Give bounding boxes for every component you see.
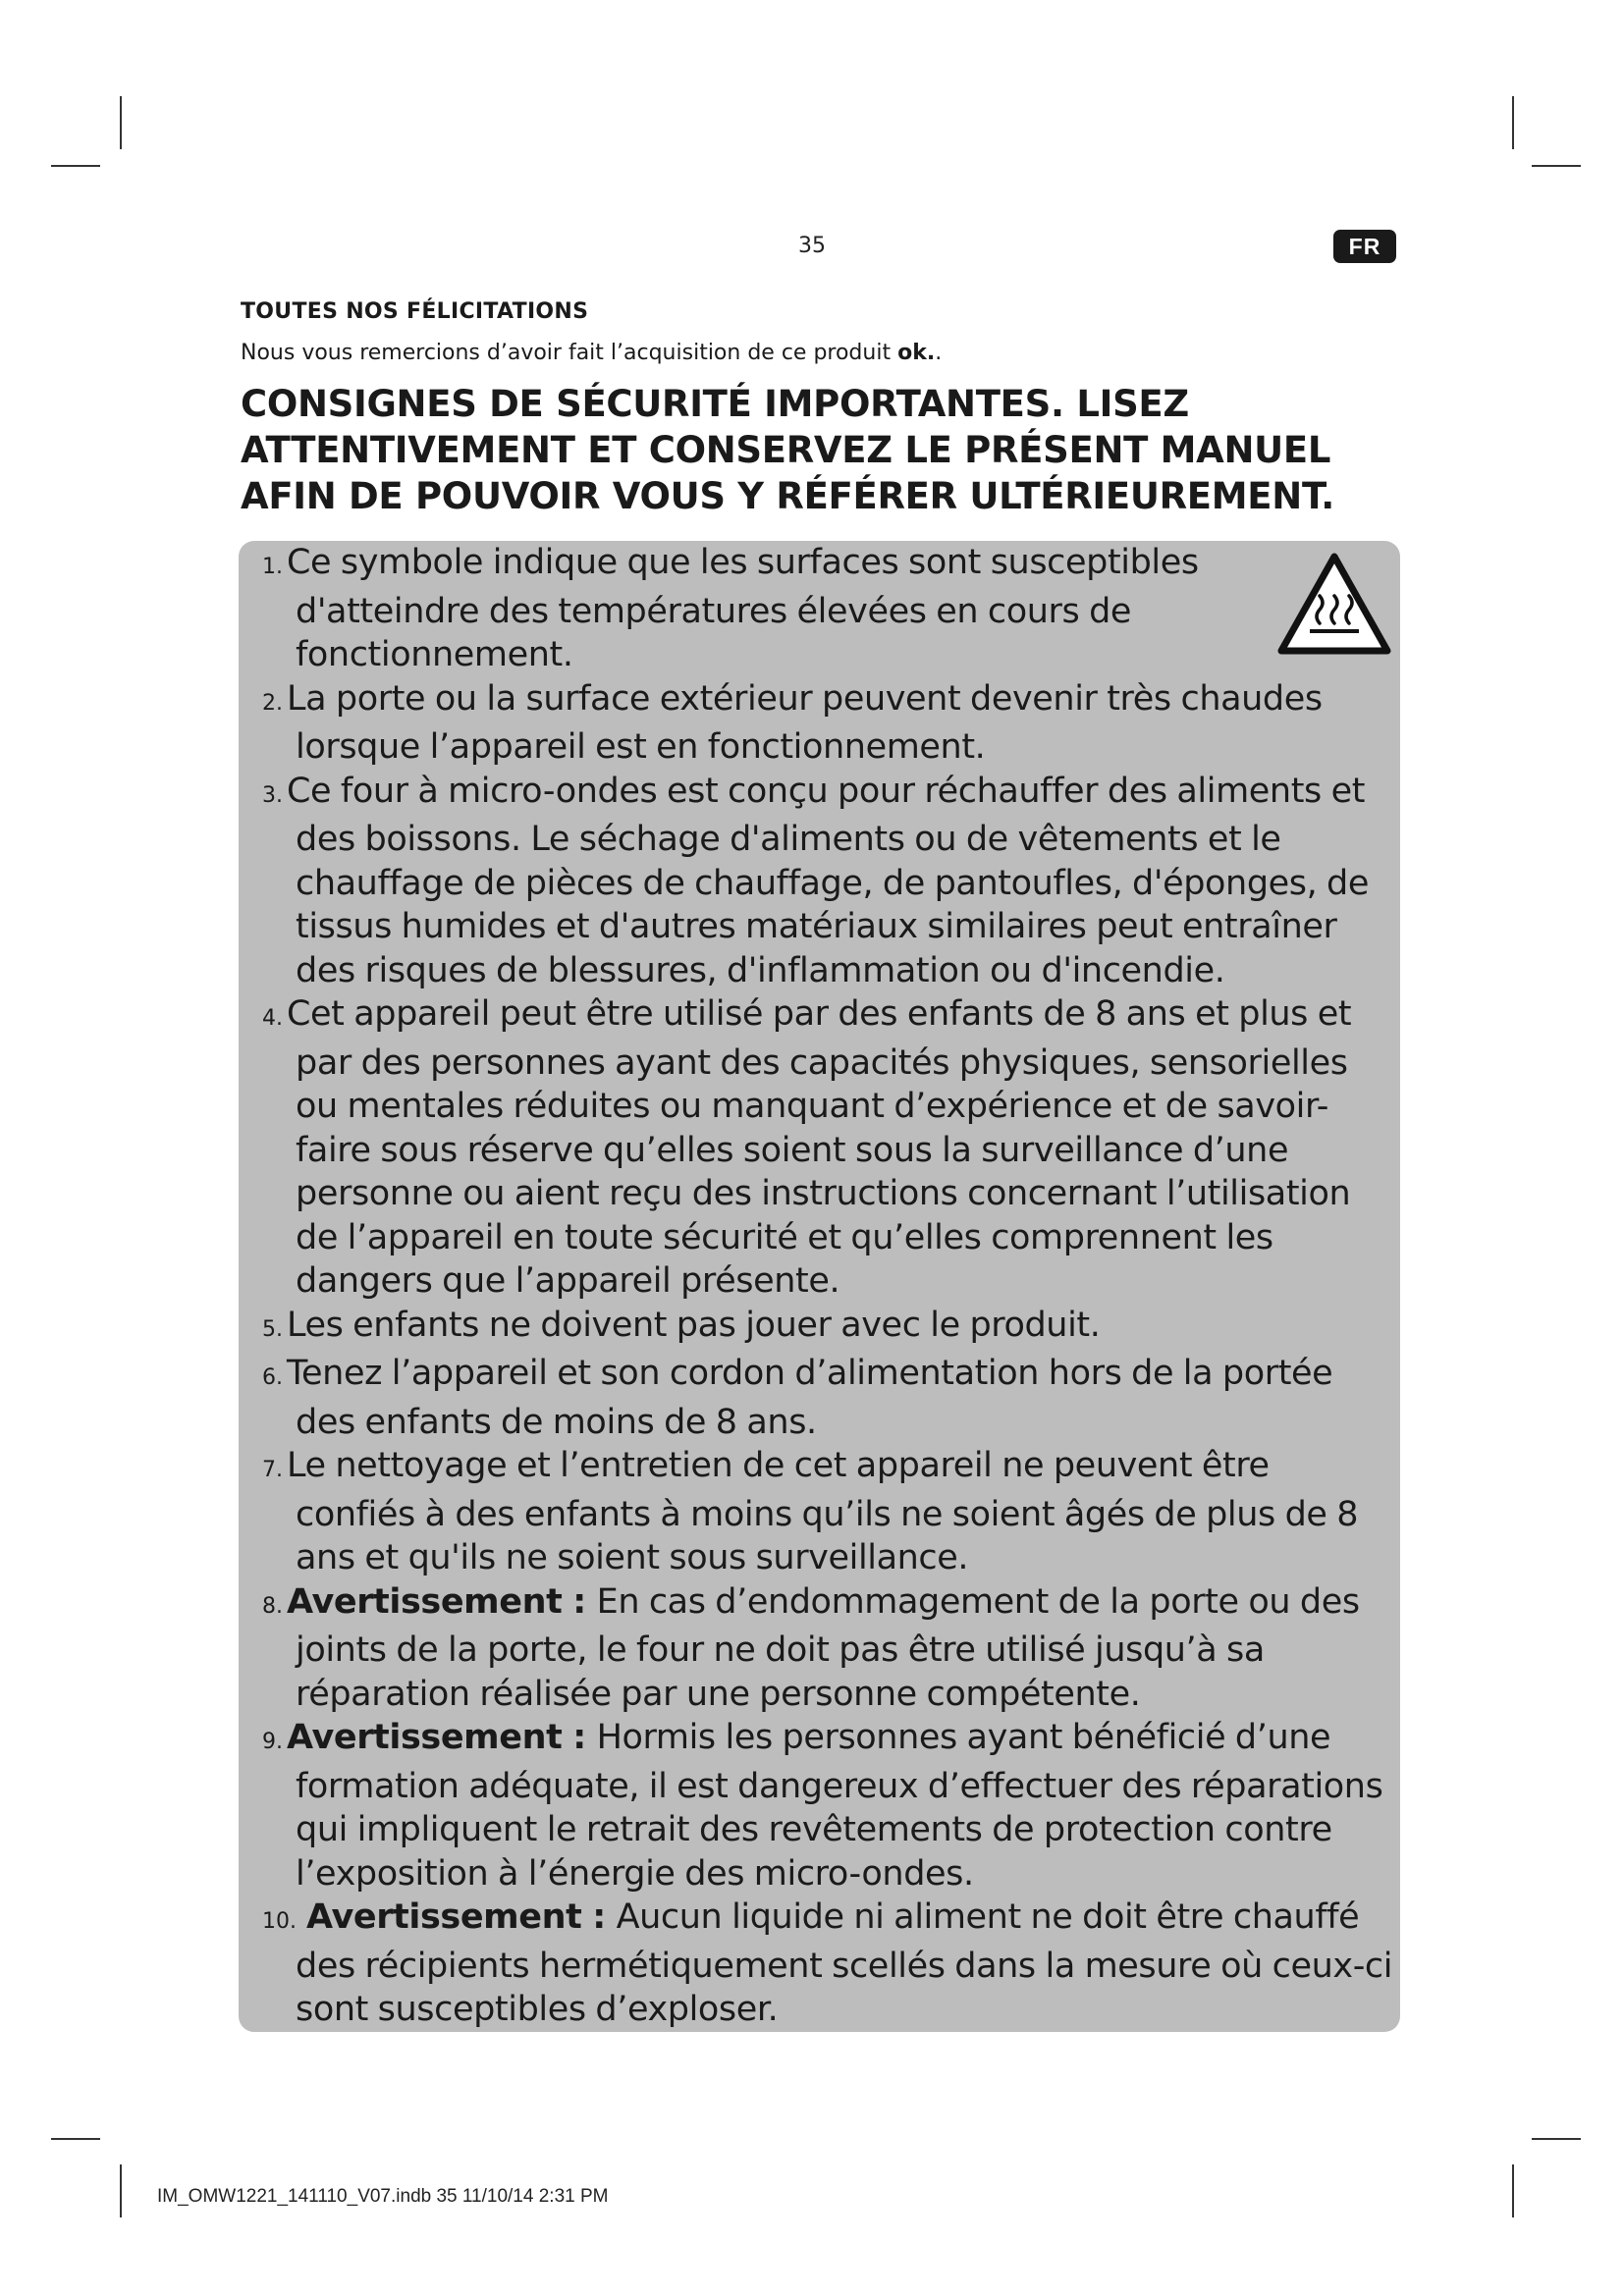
crop-mark: [51, 165, 100, 167]
warning-label: Avertissement :: [306, 1897, 617, 1937]
safety-item: [239, 1352, 1396, 1444]
safety-item: [239, 1896, 1396, 2032]
warning-label: Avertissement :: [287, 1581, 597, 1622]
item-text: Les enfants ne doivent pas jouer avec le produit.: [287, 1305, 1101, 1345]
product-name: ok.: [897, 341, 936, 365]
item-number: 2.: [262, 690, 283, 716]
safety-item: [239, 770, 1396, 993]
page-number: 35: [798, 234, 826, 258]
crop-mark: [120, 96, 122, 149]
item-text: Hormis les personnes ayant bénéficié d’une formation adéquate, il est dangereux d’effectuer des réparations qui impliquent le retrait des revêtements de protection contre l’exposition à l’énergie des micro-ondes.: [296, 1718, 1383, 1894]
thanks-body: Nous vous remercions d’avoir fait l’acquisition de ce produit: [241, 341, 898, 365]
crop-mark: [1512, 96, 1514, 149]
thanks-text: [241, 341, 942, 365]
crop-mark: [1532, 2138, 1581, 2140]
item-text: En cas d’endommagement de la porte ou des joints de la porte, le four ne doit pas être utilisé jusqu’à sa réparation réalisée par une personne compétente.: [296, 1581, 1360, 1714]
item-text: Le nettoyage et l’entretien de cet appareil ne peuvent être confiés à des enfants à moins qu’ils ne soient âgés de plus de 8 ans et qu'ils ne soient sous surveillance.: [287, 1446, 1359, 1577]
safety-item: [239, 992, 1396, 1304]
safety-list: [239, 541, 1396, 2032]
safety-item: [239, 1716, 1396, 1896]
item-number: 5.: [262, 1316, 283, 1342]
safety-item: [239, 1444, 1396, 1580]
congrats-title: TOUTES NOS FÉLICITATIONS: [241, 299, 589, 324]
item-text: Cet appareil peut être utilisé par des enfants de 8 ans et plus et par des personnes ayant des capacités physiques, sensorielles ou mentales réduites ou manquant d’expérience et de savoir-faire sous réserve qu’elles soient sous la surveillance d’une personne ou aient reçu des instructions concernant l’utilisation de l’appareil en toute sécurité et qu’elles comprennent les dangers que l’appareil présente.: [287, 994, 1352, 1301]
item-text: La porte ou la surface extérieur peuvent devenir très chaudes lorsque l’appareil est en fonctionnement.: [287, 678, 1323, 767]
item-text: Ce symbole indique que les surfaces sont susceptibles d'atteindre des températures élevées en cours de fonctionnement.: [287, 543, 1199, 674]
safety-item: [239, 541, 1396, 677]
item-text: Aucun liquide ni aliment ne doit être chauffé des récipients hermétiquement scellés dans la mesure où ceux-ci sont susceptibles d’exploser.: [296, 1897, 1393, 2029]
item-number: 6.: [262, 1365, 283, 1390]
item-number: 8.: [262, 1593, 283, 1619]
item-number: 9.: [262, 1730, 283, 1754]
print-info: IM_OMW1221_141110_V07.indb 35 11/10/14 2:31 PM: [157, 2186, 609, 2207]
crop-mark: [120, 2164, 122, 2217]
safety-item: [239, 1580, 1396, 1717]
safety-item: [239, 677, 1396, 770]
item-number: 4.: [262, 1006, 283, 1031]
safety-item: [239, 1304, 1396, 1353]
item-text: Tenez l’appareil et son cordon d’alimentation hors de la portée des enfants de moins de 8 ans.: [287, 1354, 1333, 1442]
item-text: Ce four à micro-ondes est conçu pour réchauffer des aliments et des boissons. Le séchage d'aliments ou de vêtements et le chauffage de pièces de chauffage, de pantoufles, d'éponges, de tissus humides et d'autres matériaux similaires peut entraîner des risques de blessures, d'inflammation ou d'incendie.: [287, 771, 1370, 990]
item-number: 1.: [262, 555, 283, 579]
item-number: 7.: [262, 1458, 283, 1482]
language-badge: FR: [1333, 230, 1396, 263]
item-number: 3.: [262, 782, 283, 808]
crop-mark: [1512, 2164, 1514, 2217]
safety-heading: CONSIGNES DE SÉCURITÉ IMPORTANTES. LISEZ ATTENTIVEMENT ET CONSERVEZ LE PRÉSENT MANUEL AFIN DE POUVOIR VOUS Y RÉFÉRER ULTÉRIEUREMENT.: [241, 383, 1335, 517]
item-number: 10.: [262, 1909, 297, 1934]
crop-mark: [1532, 165, 1581, 167]
warning-label: Avertissement :: [287, 1718, 597, 1757]
thanks-end: .: [935, 341, 943, 365]
safety-instructions-box: [239, 541, 1400, 2032]
crop-mark: [51, 2138, 100, 2140]
